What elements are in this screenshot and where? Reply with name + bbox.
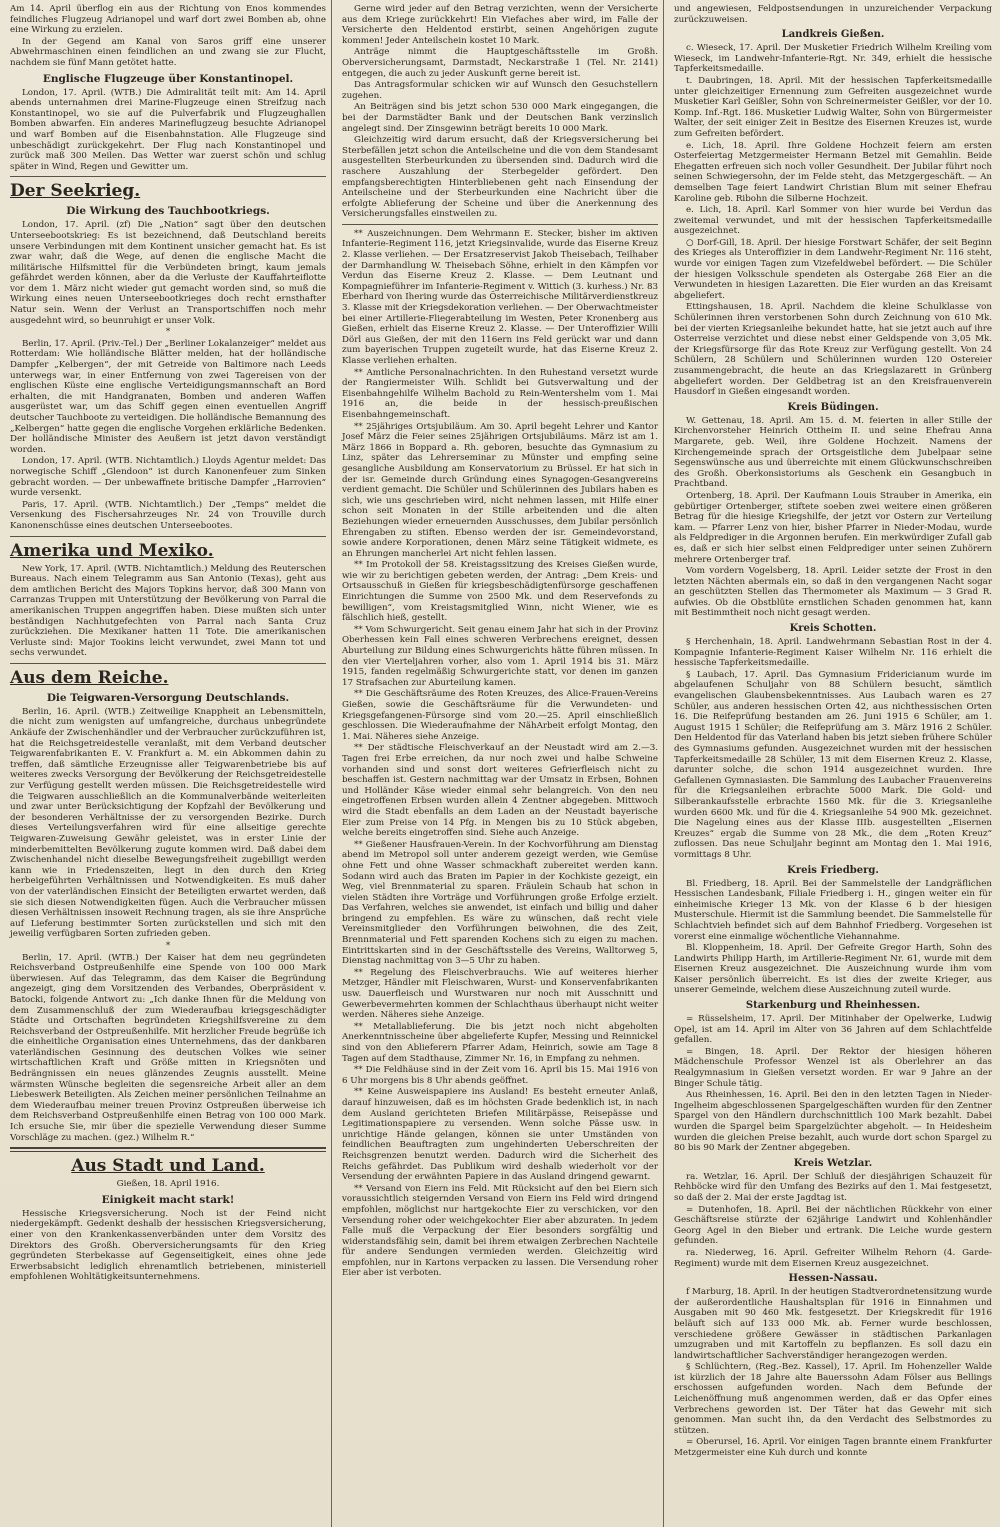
article-text: ** Metallablieferung. Die bis jetzt noch nicht abgeholten Anerkenntnisscheine über abgelieferte Kupfer, Messing und Reinnickel sind von den Ablieferern Pfarrer Adam, Heinrich, sowie am Tage 8 Tagen auf dem Stadthause, Zimmer Nr. 16, in Empfang zu nehmen. <box>342 1021 658 1064</box>
article-text: = Bingen, 18. April. Der Rektor der hiesigen höheren Mädchenschule Professor Wenzel ist als Oberlehrer an das Realgymnasium in Gießen versetzt worden. Er war 9 Jahre an der Binger Schule tätig. <box>674 1046 992 1089</box>
article-text: ** Im Protokoll der 58. Kreistagssitzung des Kreises Gießen wurde, wie wir zu berichtigen gebeten werden, der Antrag: „Dem Kreis- und Ortsausschuß in Gießen für kriegsbeschädigtenfürsorge geschaffenen Einrichtungen die Summe von 2500 Mk. und dem Reservefonds zu bewilligen“, vom Kreistagsmitglied Winn, nicht Wiener, wie es fälschlich hieß, gestellt. <box>342 560 658 624</box>
article-text: Bl. Kloppenheim, 18. April. Der Gefreite Gregor Harth, Sohn des Landwirts Philipp Harth, im Artillerie-Regiment Nr. 61, wurde mit dem Eisernen Kreuz ausgezeichnet. Die Auszeichnung wurde ihm vom Kaiser persönlich überreicht. Es ist dies der zweite Krieger, aus unserer Gemeinde, welchem diese Auszeichnung zuteil wurde. <box>674 943 992 996</box>
section-heading: Hessen-Nassau. <box>788 1273 878 1285</box>
dateline: Gießen, 18. April 1916. <box>116 1179 220 1190</box>
separator-star: * <box>165 940 171 951</box>
double-rule <box>10 1147 326 1152</box>
article-text: London, 17. April. (WTB.) Die Admiralität teilt mit: Am 14. April abends unternahmen drei Marine-Flugzeuge einen Streifzug nach Konstantinopel, wo sie auf die Pulverfabrik und Flugzeughallen Bomben abwarfen. Ein anderes Marineflugzeug besuchte Adrianopel und warf Bomben auf die Eisenbahnstation. Alle Flugzeuge sind unbeschädigt zurückgekehrt. Der Flug nach Konstantinopel und zurück maß 300 Meilen. Das Wetter war zuerst schön und schlug später in Wind, Regen und Gewitter um. <box>10 87 326 172</box>
section-heading: Starkenburg und Rheinhessen. <box>745 1000 921 1012</box>
section-heading: Die Teigwaren-Versorgung Deutschlands. <box>46 691 290 704</box>
article-text: und angewiesen, Feldpostsendungen in unzureichender Verpackung zurückzuweisen. <box>674 4 992 25</box>
section-heading: Die Wirkung des Tauchbootkriegs. <box>66 205 270 218</box>
article-text: e. Lich, 18. April. Ihre Goldene Hochzeit feiern am ersten Osterfeiertag Metzgermeister Hermann Betzel mit Gemahlin. Beide Ehegatten erfreuen sich noch voller Gesundheit. Der Jubilar führt noch seinen Schwiegersohn, der im Felde steht, das Metzgergeschäft. — An demselben Tage feiert Landwirt Christian Blum mit seiner Ehefrau Karoline geb. Ribohn die Silberne Hochzeit. <box>674 140 992 204</box>
column-1 <box>6 4 330 1523</box>
article-text: § Schlüchtern, (Reg.-Bez. Kassel), 17. April. Im Hohenzeller Walde ist kürzlich der 18 Jahre alte Bauerssohn Adam Fölser aus Bellings erschossen aufgefunden worden. Nach dem Befunde der Leichenöffnung muß angenommen werden, daß er das Opfer eines Verbrechens geworden ist. Der Täter hat das Gewehr mit sich genommen. Man sucht ihn, da den Verdacht des Selbstmordes zu stützen. <box>674 1362 992 1436</box>
separator-star: * <box>165 327 171 338</box>
article-text: An Beiträgen sind bis jetzt schon 530 000 Mark eingegangen, die bei der Darmstädter Bank und der Deutschen Bank verzinslich angelegt sind. Der Zinsgewinn beträgt bereits 10 000 Mark. <box>342 102 658 134</box>
article-text: = Dutenhofen, 18. April. Bei der nächtlichen Rückkehr von einer Geschäftsreise stürzte der 62jährige Landwirt und Kohlenhändler Georg Agel in den Bieber und ertrank. Die Leiche wurde gestern gefunden. <box>674 1204 992 1247</box>
section-heading: Einigkeit macht stark! <box>101 1193 235 1206</box>
column-rule <box>331 0 332 1527</box>
column-rule <box>663 0 664 1527</box>
section-heading: Kreis Büdingen. <box>787 401 879 413</box>
article-text: ** Der städtische Fleischverkauf an der Neustadt wird am 2.—3. Tagen frei Erbe erreichen, da nur noch zwei und halbe Schweine vorhanden sind und sonst dort weiteres Gefrierfleisch nicht zu beschaffen ist. Gestern nachmittag war der Umsatz in Erbsen, Bohnen und Holländer Käse wieder einmal sehr belangreich. Von den neu eingetroffenen Erbsen wurden allein 4 Zentner abgegeben. Mittwoch wird die Stadt ebenfalls an dem Laden an der Neustadt bayerische Eier zum Preise von 14 Pfg. in Mengen bis zu 10 Stück abgeben, welche bereits eingetroffen sind. Siehe auch Anzeige. <box>342 743 658 839</box>
article-text: ** Amtliche Personalnachrichten. In den Ruhestand versetzt wurde der Rangiermeister Wilh. Schlidt bei Gutsverwaltung und der Eisenbahngehilfe Wilhelm Bachold zu Rein-Wentershelm vom 1. Mai 1916 an, die beide in der hessisch-preußischen Eisenbahngemeinschaft. <box>342 367 658 420</box>
article-text: f Marburg, 18. April. In der heutigen Stadtverordnetensitzung wurde der außerordentliche Haushaltsplan für 1916 in Einnahmen und Ausgaben mit 90 460 Mk. festgesetzt. Der Kriegskredit für 1916 beläuft sich auf 133 000 Mk. ab. Ferner wurde beschlossen, verschiedene größere Gewässer in städtischen Parkanlagen umzugraben und mit Kartoffeln zu bepflanzen. Es soll dazu ein landwirtschaftlicher Sachverständiger herangezogen werden. <box>674 1287 992 1361</box>
article-text: ○ Dorf-Gill, 18. April. Der hiesige Forstwart Schäfer, der seit Beginn des Krieges als Unteroffizier in dem Landwehr-Regiment Nr. 116 steht, wurde vor einigen Tagen zum Vizefeldwebel befördert. — Die Schüler der hiesigen Volksschule spendeten als Ostergabe 268 Eier an die Verwundeten in hiesigen Lazaretten. Die Eier wurden an das Kreisamt abgeliefert. <box>674 237 992 301</box>
article-text: Am 14. April überflog ein aus der Richtung von Enos kommendes feindliches Flugzeug Adrianopel und warf dort zwei Bomben ab, ohne eine Wirkung zu erzielen. <box>10 4 326 36</box>
article-text: = Rüsselsheim, 17. April. Der Mitinhaber der Opelwerke, Ludwig Opel, ist am 14. April im Alter von 36 Jahren auf dem Schlachtfelde gefallen. <box>674 1014 992 1046</box>
section-heading: Kreis Wetzlar. <box>793 1157 873 1169</box>
article-text: ** Auszeichnungen. Dem Wehrmann E. Stecker, bisher im aktiven Infanterie-Regiment 116, jetzt Kriegsinvalide, wurde das Eiserne Kreuz 2. Klasse verliehen. — Der Ersatzreservist Jakob Theisebach, Teilhaber der Darmhandlung W. Theisebach Söhne, erhielt in den Kämpfen vor Verdun das Eiserne Kreuz 2. Klasse. — Dem Leutnant und Kompagnieführer im Infanterie-Regiment v. Wittich (3. kurhess.) Nr. 83 Eberhard von Ihering wurde das Österreichische Militärverdienstkreuz 3. Klasse mit der Kriegsdekoration verliehen. — Der Oberwachtmeister bei einer Artillerie-Fliegerabteilung im Westen, Peter Kronenberg aus Gießen, erhielt das Eiserne Kreuz 2. Klasse. — Der Unteroffizier Willi Dörl aus Gießen, der mit den 116ern ins Feld gerückt war und dann zum bayerischen Truppen zugeteilt wurde, hat das Eiserne Kreuz 2. Klasse verliehen erhalten. <box>342 228 658 366</box>
article-text: ** Vom Schwurgericht. Seit genau einem Jahr hat sich in der Provinz Oberhessen kein Fall eines schweren Verbrechens ereignet, dessen Aburteilung zur Bildung eines Schwurgerichts hätte führen müssen. In den vier Vierteljahren vorher, also vom 1. April 1914 bis 31. März 1915, fanden regelmäßig Schwurgerichte statt, vor denen im ganzen 17 Strafsachen zur Aburteilung kamen. <box>342 624 658 688</box>
section-title: Aus Stadt und Land. <box>71 1156 265 1177</box>
article-text: Berlin, 17. April. (WTB.) Der Kaiser hat dem neu gegründeten Reichsverband Ostpreußenhilfe eine Spende von 100 000 Mark überwiesen. Auf das Telegramm, das dem Kaiser die Begründung angezeigt, ging dem Vorsitzenden des Verbandes, Oberpräsident v. Batocki, folgende Antwort zu: „Ich danke Ihnen für die Meldung von dem Zusammenschluß der zum Wiederaufbau kriegsgeschädigter Städte und Ortschaften begründeten Kriegshilfsvereine zu dem Reichsverband der Ostpreußenhilfe. Mit herzlicher Freude begrüße ich die einheitliche Organisation eines Unternehmens, das der dankbaren vaterländischen Gesinnung des deutschen Volkes wie seiner wirtschaftlichen Kraft und Größe mitten in Kriegsnöten und Bedrängnissen ein neues glänzendes Zeugnis ausstellt. Meine wärmsten Wünsche begleiten die segensreiche Arbeit aller an dem Liebeswerk Beteiligten. Als Zeichen meiner persönlichen Teilnahme an dem Wiederaufbau meiner treuen Provinz Ostpreußen überweise ich dem Reichsverband Ostpreußenhilfe einen Betrag von 100 000 Mark. Ich ersuche Sie, mir über die spezielle Verwendung dieser Summe Vorschläge zu machen. (gez.) Wilhelm R.“ <box>10 952 326 1143</box>
article-text: Gerne wird jeder auf den Betrag verzichten, wenn der Versicherte aus dem Kriege zurückkehrt! Ein Viefaches aber wird, im Falle der Versicherte den Heldentod erstirbt, seinen Angehörigen zugute kommen! Jeder Anteilschein kostet 10 Mark. <box>342 4 658 46</box>
divider <box>342 224 658 225</box>
article-text: New York, 17. April. (WTB. Nichtamtlich.) Meldung des Reuterschen Bureaus. Nach einem Telegramm aus San Antonio (Texas), geht aus dem amtlichen Bericht des Majors Topkins hervor, daß 300 Mann von Carranzas Truppen mit Unterstützung der Bevölkerung von Parral die amerikanischen Truppen angegriffen haben. Diese mußten sich unter beständigen Nachhutgefechten von Parral nach Santa Cruz zurückziehen. Die Mexikaner hatten 11 Tote. Die amerikanischen Verluste sind: Major Tookins leicht verwundet, zwei Mann tot und sechs verwundet. <box>10 563 326 659</box>
article-text: Anträge nimmt die Hauptgeschäftsstelle im Großh. Oberversicherungsamt, Darmstadt, Neckarstraße 1 (Tel. Nr. 2141) entgegen, die auch zu jeder Auskunft gerne bereit ist. <box>342 47 658 79</box>
article-text: e. Lich, 18. April. Karl Sommer von hier wurde bei Verdun das zweitemal verwundet, und mit der hessischen Tapferkeitsmedaille ausgezeichnet. <box>674 205 992 237</box>
article-text: Berlin, 17. April. (Priv.-Tel.) Der „Berliner Lokalanzeiger“ meldet aus Rotterdam: Wie holländische Blätter melden, hat der holländische Dampfer „Kelbergen“, der mit Getreide von Baltimore nach Leeds unterwegs war, in einer Entfernung von zwei Tagereisen von der englischen Küste eine englische Verteidigungsmannschaft an Bord erhalten, die mit Handgranaten, Bomben und anderen Waffen ausgerüstet war, um das Schiff gegen einen eventuellen Angriff deutscher Tauchboote zu verteidigen. Die holländische Bemannung des „Kelbergen“ hatte gegen die englische Vorgehen erklärliche Bedenken. Der holländische Minister des Aeußern ist jetzt davon verständigt worden. <box>10 338 327 455</box>
article-text: In der Gegend am Kanal von Saros griff eine unserer Abwehrmaschinen einen feindlichen an und zwang sie zur Flucht, nachdem sie fünf Mann getötet hatte. <box>10 36 326 68</box>
article-text: ra. Niederweg, 16. April. Gefreiter Wilhelm Rehorn (4. Garde-Regiment) wurde mit dem Eisernen Kreuz ausgezeichnet. <box>674 1247 992 1269</box>
article-text: ** Keine Ausweispapiere ins Ausland! Es besteht erneuter Anlaß, darauf hinzuweisen, daß es im höchsten Grade bedenklich ist, in nach dem Ausland gerichteten Briefen Militärpässe, Reisepässe und Legitimationspapiere zu versenden. Wenn solche Pässe usw. in unrichtige Hände gelangen, können sie unter Umständen von feindlichen Beauftragten zum ungehinderten Ueberschreiten der Reichsgrenzen benutzt werden. Dadurch wird die Sicherheit des Reichs gefährdet. Das Publikum wird deshalb wiederholt vor der Versendung der erwähnten Papiere in das Ausland dringend gewarnt. <box>342 1087 658 1183</box>
article-text: Hessische Kriegsversicherung. Noch ist der Feind nicht niedergekämpft. Gedenkt deshalb der hessischen Kriegsversicherung, einer von den Krankenkassenverbänden unter dem Vorsitz des Direktors des Großh. Oberversicherungsamts für den Krieg gegründeten Sterbekasse auf Gegenseitigkeit, eines ohne jede Erwerbsabsicht lediglich ehrenamtlich betriebenen, ministeriell empfohlenen Wohltätigkeitsunternehmens. <box>10 1208 326 1283</box>
section-heading: Englische Flugzeuge über Konstantinopel. <box>42 72 294 85</box>
divider <box>10 176 326 177</box>
article-text: c. Wieseck, 17. April. Der Musketier Friedrich Wilhelm Kreiling vom Wieseck, im Landwehr-Infanterie-Rgt. Nr. 349, erhielt die hessische Tapferkeitsmedaille. <box>674 43 992 75</box>
section-heading: Kreis Schotten. <box>789 623 877 635</box>
article-text: Ettingshausen, 18. April. Nachdem die kleine Schulklasse von Schülerinnen ihren verstorbenen Sohn durch Zeichnung von 610 Mk. bei der vierten Kriegsanleihe bekundet hatte, hat sie jetzt auch auf ihre Osterreise verzichtet und diese nebst einer Geldspende von 3,05 Mk. der Kriegsfürsorge für das Rote Kreuz zur Verfügung gestellt. Von 24 Schülern, 28 Schülern und Schülerinnen wurden 120 Ostereier zusammengebracht, die heute an das Kriegslazarett in Grünberg abgeliefert worden. Der Geldbetrag ist an den Kreisfrauenverein Hausdorf in Gießen eingesandt worden. <box>674 302 992 398</box>
article-text: § Herchenhain, 18. April. Landwehrmann Sebastian Rost in der 4. Kompagnie Infanterie-Regiment Kaiser Wilhelm Nr. 116 erhielt die hessische Tapferkeitsmedaille. <box>674 637 992 669</box>
divider <box>10 536 326 537</box>
article-text: § Laubach, 17. April. Das Gymnasium Fridericianum wurde im abgelaufenen Schuljahr von 88 Schülern besucht, sämtlich evangelischen Glaubensbekenntnisses. Aus Laubach waren es 27 Schüler, aus anderen hessischen Orten 42, aus nichthessischen Orten 16. Die Reifeprüfung bestanden am 26. Juni 1915 6 Schüler, am 1. August 1915 1 Schüler; die Reifeprüfung am 3. März 1916 2 Schüler. Den Heldentod für das Vaterland haben bis jetzt sieben frühere Schüler des Gymnasiums gefunden. Ausgezeichnet wurden mit der hessischen Tapferkeitsmedaille 28 Schüler, 13 mit dem Eisernen Kreuz 2. Klasse, darunter solche, die schon 1914 ausgezeichnet wurden. Ihre Gefallenen Gymnasiasten. Die Sammlung des Laubacher Frauenvereins für die Kriegsanleihen erbrachte 5000 Mark. Die Gold- und Silberankaufsstelle erbrachte 1560 Mk. für die 3. Kriegsanleihe wurden 6600 Mk. und für die 4. Kriegsanleihe 54 900 Mk. gezeichnet. Die Nagelung eines aus der Klasse IIIb. ausgestellten „Eisernen Kreuzes“ ergab die Summe von 28 Mk., die dem „Roten Kreuz“ zuflossen. Das neue Schuljahr beginnt am Montag den 1. Mai 1916, vormittags 8 Uhr. <box>674 669 992 860</box>
article-text: W. Gettenau, 18. April. Am 15. d. M. feierten in aller Stille der Kirchenvorsteher Heinrich Ottheim II. und seine Ehefrau Anna Margarete, geb. Weil, ihre Goldene Hochzeit. Namens der Kirchengemeinde sprach der Ortsgeistliche dem Jubelpaar seine Segenswünsche aus und überreichte mit einem Glückwunschschreiben des Großh. Oberkonsistoriums als Geschenk ein Gesangbuch in Prachtband. <box>674 415 992 490</box>
article-text: London, 17. April. (WTB. Nichtamtlich.) Lloyds Agentur meldet: Das norwegische Schiff „Glendoon“ ist durch Kanonenfeuer zum Sinken gebracht worden. — Der unbewaffnete britische Dampfer „Harrovien“ wurde versenkt. <box>10 456 326 499</box>
article-text: Paris, 17. April. (WTB. Nichtamtlich.) Der „Temps“ meldet die Versenkung des Fischersahrzeuges Nr. 24 von Trouville durch Kanonenschüsse eines deutschen Unterseebootes. <box>10 499 326 531</box>
article-text: London, 17. April. (zf) Die „Nation“ sagt über den deutschen Unterseebootskrieg: Es ist bezeichnend, daß Deutschland bereits unsere Verbindungen mit dem Kontinent unsicher gemacht hat. Es ist zwar wahr, daß die Wege, auf denen die englische Macht die militärische Hilfsmittel für die Verbündeten bringt, kaum jemals gefährdet werden können, aber da die Verluste der Kauffahrteiflotte vor dem 1. März nicht wieder gut gemacht worden sind, so muß die Wirkung eines neuen Unterseebootkrieges doch recht ernsthafter Natur sein. Wenn der Verlust an Transportschiffen noch mehr ausgedehnt wird, so beunruhigt er unser Volk. <box>10 220 326 326</box>
column-2 <box>338 4 662 1523</box>
article-text: ** Gießener Hausfrauen-Verein. In der Kochvorführung am Dienstag abend im Metropol soll unter anderem gezeigt werden, wie Gemüse ohne Fett und ohne Wasser schmackhaft zubereitet werden kann. Sodann wird auch das Braten im Papier in der Kochkiste gezeigt, ein Weg, viel Brennmaterial zu sparen. Fräulein Schaub hat schon in vielen Städten ihre Vorträge und Vorführungen große Erfolge erzielt. Das Verfahren, welches sie anwendet, ist einfach und billig und daher bringend zu empfehlen. Es wäre zu wünschen, daß recht viele Vereinsmitglieder den Vorführungen beiwohnen, die des Zeit, Brennmaterial und Fett sparenden Kochens sich zu eigen zu machen. Eintrittskarten sind in der Geschäftsstelle des Vereins, Walltorweg 5, Dienstag nachmittag von 3—5 Uhr zu haben. <box>342 839 658 967</box>
section-title: Amerika und Mexiko. <box>10 540 214 561</box>
article-text: t. Daubringen, 18. April. Mit der hessischen Tapferkeitsmedaille unter gleichzeitiger Ernennung zum Gefreiten ausgezeichnet wurde Musketier Karl Geißler, Sohn von Schreinermeister Geißler, vor der 10. Komp. Inf.-Rgt. 186. Musketier Ludwig Walter, Sohn von Bürgermeister Walter, der seit einiger Zeit in Besitze des Eisernen Kreuzes ist, wurde zum Gefreiten befördert. <box>674 75 992 139</box>
section-title: Aus dem Reiche. <box>10 667 169 688</box>
column-3 <box>670 4 996 1523</box>
article-text: ** Die Geschäftsräume des Roten Kreuzes, des Alice-Frauen-Vereins Gießen, sowie die Geschäftsräume für die Verwundeten- und Kriegsgefangenen-Fürsorge sind vom 20.—25. April einschließlich geschlossen. Die Wiederaufnahme der NähArbeit erfolgt Montag, den 1. Mai. Näheres siehe Anzeige. <box>342 689 658 742</box>
article-text: = Oberursel, 16. April. Vor einigen Tagen brannte einem Frankfurter Metzgermeister eine Kuh durch und konnte <box>674 1437 992 1459</box>
article-text: Berlin, 16. April. (WTB.) Zeitweilige Knappheit an Lebensmitteln, die nicht zum wenigsten auf umfangreiche, durchaus unbegründete Ankäufe der Zwischenhändler und der Verbraucher zurückzuführen ist, hat die Reichsgetreidestelle veranlaßt, mit dem Verband deutscher Teigwarenfabrikanten E. V. Frankfurt a. M. ein Abkommen dahin zu treffen, daß sämtliche Erzeugnisse aller Teigwarenbetriebe bis auf weiteres zwecks Versorgung der Bevölkerung der Reichsgetreidestelle zur Verfügung gestellt werden müssen. Die Reichsgetreidestelle wird die Teigwaren ausschließlich an die Kommunalverbände weiterleiten und zwar unter Berücksichtigung der Kopfzahl der Bevölkerung und der besonderen Verhältnisse der zu versorgenden Bezirke. Durch dieses Verteilungsverfahren wird für eine allseitige gerechte Teigwaren-Zuweisung Gewähr geleistet, was in erster Linie der minderbemittelten Bevölkerung zugute kommen wird. Daß dabei dem Zwischenhandel nicht dieselbe Bewegungsfreiheit zugebilligt werden kann wie in Friedenszeiten, liegt in den durch den Krieg herbeigeführten Verhältnissen und Notwendigkeiten. Es muß daher von der vaterländischen Einsicht der Beteiligten erwartet werden, daß sie sich diesen Notwendigkeiten fügen. Auch die Verbraucher müssen diesen Verhältnissen insoweit Rechnung tragen, als sie ihre Ansprüche auf Lieferung bestimmter Sorten zurückstellen und sich mit den jeweilig verfügbaren Sorten zufrieden geben. <box>10 706 326 940</box>
article-text: ra. Wetzlar, 16. April. Der Schluß der diesjährigen Schauzeit für Rehböcke wird für den Umfang des Bezirks auf den 1. Mai festgesetzt, so daß der 2. Mai der erste Jagdtag ist. <box>674 1171 992 1203</box>
article-text: Bl. Friedberg, 18. April. Bei der Sammelstelle der Landgräflichen Hessischen Landesbank, Filiale Friedberg i. H., gingen weiter ein für einheimische Krieger 13 Mk. von der Klasse 6 b der hiesigen Musterschule. Hiermit ist die Sammlung beendet. Die Sammelstelle für Schlachtvieh befindet sich auf dem Bahnhof Friedberg. Vorgesehen ist vorerst eine einmalige wöchentliche Viehannahme. <box>674 878 992 942</box>
divider <box>10 663 326 664</box>
article-text: ** Versand von Eiern ins Feld. Mit Rücksicht auf den bei Eiern sich voraussichtlich steigernden Versand von Eiern ins Feld wird dringend empfohlen, möglichst nur hartgekochte Eier zu verschicken, vor den Versendung roher oder weichgekochter Eier aber abzuraten. In jedem Falle muß die Verpackung der Eier besonders sorgfältig und widerstandsfähig sein, damit bei ihrem etwaigen Zerbrechen Nachteile für andere Sendungen vermieden werden. Gleichzeitig wird empfohlen, nur in Kartons verpacken zu lassen. Die Versendung roher Eier aber ist verboten. <box>342 1183 658 1279</box>
section-heading: Kreis Friedberg. <box>787 864 879 876</box>
article-text: Vom vordern Vogelsberg, 18. April. Leider setzte der Frost in den letzten Nächten abermals ein, so daß in den vergangenen Nacht sogar an geschützten Stellen das Thermometer als Maximum — 3 Grad R. aufwies. Ob die Obstblüte ernstlichen Schaden genommen hat, kann mit Bestimmtheit noch nicht gesagt werden. <box>674 566 992 619</box>
article-text: Aus Rheinhessen, 16. April. Bei den in den letzten Tagen in Nieder-Ingelheim abgeschlossenen Spargelgeschäften wurden für den Zentner Spargel von den Händlern durchschnittlich 100 Mark bezahlt. Dabei wurden die Spargel beim Spargelzüchter abgeholt. — In Heidesheim wurden die gleichen Preise bezahlt, auch wurde dort schon Spargel zu 80 bis 90 Mark der Zentner abgegeben. <box>674 1090 992 1154</box>
article-text: ** Regelung des Fleischverbrauchs. Wie auf weiteres hierher Metzger, Händler mit Fleischwaren, Wurst- und Konservenfabrikanten usw. Dauerfleisch und Wurstwaren nur noch mit Ausschnitt und Gewerbevermehrten kommen der Schlachthaus überhaupt nicht weiter werden. Näheres siehe Anzeige. <box>342 967 658 1021</box>
article-text: Ortenberg, 18. April. Der Kaufmann Louis Strauber in Amerika, ein gebürtiger Ortenberger, stiftete soeben zwei weitere einen größeren Betrag für die hiesige Kriegshilfe, der jetzt vor Ostern zur Verteilung kam. — Pfarrer Lenz von hier, bisher Pfarrer in Nieder-Modau, wurde als Feldprediger in die Argonnen berufen. Ein merkwürdiger Zufall gab es, daß er sich hier selbst einen Feldprediger unter seinen Zuhörern mehrere Ortenberger traf. <box>674 490 992 565</box>
article-text: ** Die Feldhäuse sind in der Zeit vom 16. April bis 15. Mai 1916 von 6 Uhr morgens bis 8 Uhr abends geöffnet. <box>342 1065 658 1086</box>
section-heading: Landkreis Gießen. <box>781 29 885 41</box>
article-text: Gleichzeitig wird darum ersucht, daß der Kriegsversicherung bei Sterbefällen jetzt schon die Anteilscheine und die von dem Standesamt ausgestellten Sterbeurkunden zu übersenden sind. Dadurch wird die raschere Auszahlung der Sterbegelder gefördert. Den empfangsberechtigten Hinterbliebenen geht nach Einsendung der Anteilscheine und der Sterbeurkunden eine Nachricht über die erfolgte Ablieferung der Scheine und über die Anerkennung des Versicherungsfalles einstweilen zu. <box>342 135 658 220</box>
article-text: ** 25jähriges Ortsjubiläum. Am 30. April begeht Lehrer und Kantor Josef März die Feier seines 25jährigen Ortsjubiläums. März ist am 1. März 1866 in Boppard a. Rh. geboren, besuchte das Gymnasium zu Linz, später das Lehrerseminar zu Münster und empfing seine gesangliche Ausbildung am Konservatorium zu Brüssel. Er hat sich in der isr. Gemeinde durch Gründung eines Synagogen-Gesangvereins verdient gemacht. Die Schüler und Schülerinnen des Jubilars haben es sich, wie uns geschrieben wird, nicht nehmen lassen, mit Hilfe einer schon seit Monaten in der Stille arbeitenden und die alten Beziehungen wieder erneuernden Ausschusses, dem Jubilar persönlich Ehrengaben zu stiften. Ebenso werden der isr. Gemeindevorstand, sowie andere Korporationen, denen März seine Tätigkeit widmete, es an Ehrungen mancherlei Art nicht fehlen lassen. <box>342 421 658 559</box>
section-title: Der Seekrieg. <box>10 181 141 202</box>
article-text: Das Antragsformular schicken wir auf Wunsch den Gesuchstellern zugehen. <box>342 80 658 101</box>
